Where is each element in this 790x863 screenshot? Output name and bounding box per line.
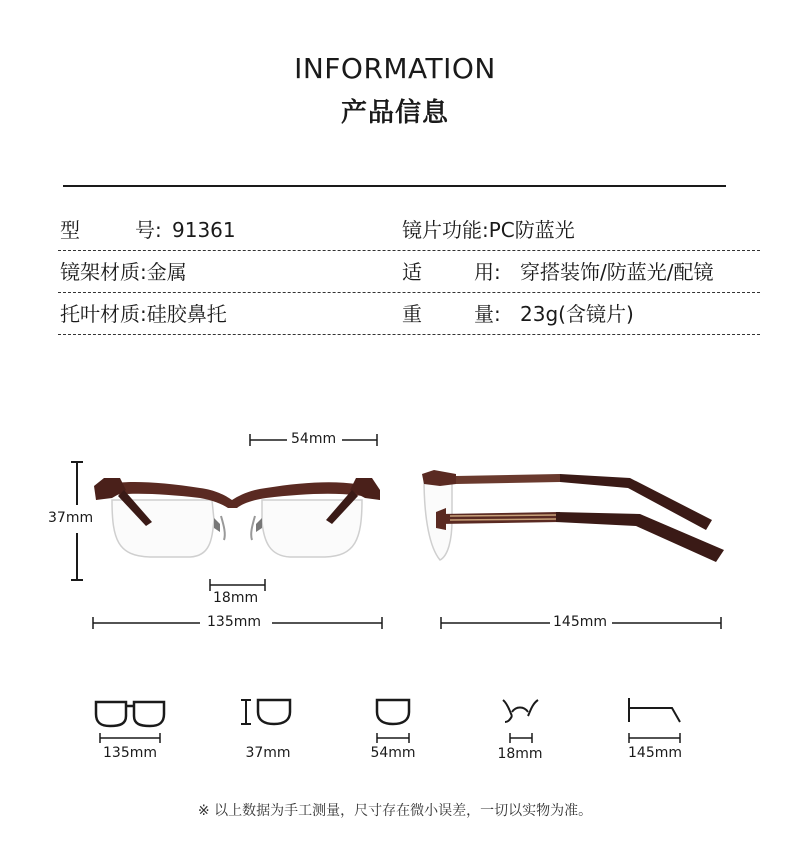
dim-temple-length: 145mm (553, 614, 607, 630)
icon-label-bridge: 18mm (497, 746, 543, 762)
icon-label-lens-height: 37mm (245, 745, 291, 761)
dim-frame-width: 135mm (207, 614, 261, 630)
spec-frame-material-label: 镜架材质: (60, 260, 147, 284)
spec-lens-function-value: PC防蓝光 (488, 218, 575, 242)
icon-label-frame-width: 135mm (103, 745, 157, 761)
spec-usage-label-b: 用: (474, 260, 501, 284)
spec-weight-label-a: 重 (402, 302, 422, 326)
dim-lens-height: 37mm (48, 510, 94, 526)
spec-usage-label-a: 适 (402, 260, 422, 284)
bridge-icon (503, 700, 538, 743)
spec-lens-function-label: 镜片功能: (402, 218, 489, 242)
spec-nose-pad-label: 托叶材质: (60, 302, 147, 326)
spec-model-label-a: 型 (60, 218, 80, 242)
dim-bridge: 18mm (213, 590, 259, 606)
title-english: INFORMATION (294, 52, 496, 85)
frame-width-icon (96, 702, 164, 743)
spec-frame-material-value: 金属 (146, 260, 187, 284)
spec-usage-value: 穿搭装饰/防蓝光/配镜 (520, 260, 714, 284)
temple-icon (629, 698, 680, 743)
spec-nose-pad-value: 硅胶鼻托 (146, 302, 227, 326)
spec-model-value: 91361 (172, 218, 236, 242)
spec-weight-label-b: 量: (474, 302, 501, 326)
spec-model-label-b: 号: (135, 218, 162, 242)
footnote: ※ 以上数据为手工测量，尺寸存在微小误差，一切以实物为准。 (197, 803, 593, 819)
title-chinese: 产品信息 (340, 98, 449, 128)
lens-width-icon (377, 700, 409, 743)
icon-label-temple: 145mm (628, 745, 682, 761)
spec-weight-value: 23g(含镜片) (520, 302, 634, 326)
icon-label-lens-width: 54mm (370, 745, 416, 761)
dim-lens-width: 54mm (291, 431, 337, 447)
lens-height-icon (241, 700, 290, 724)
